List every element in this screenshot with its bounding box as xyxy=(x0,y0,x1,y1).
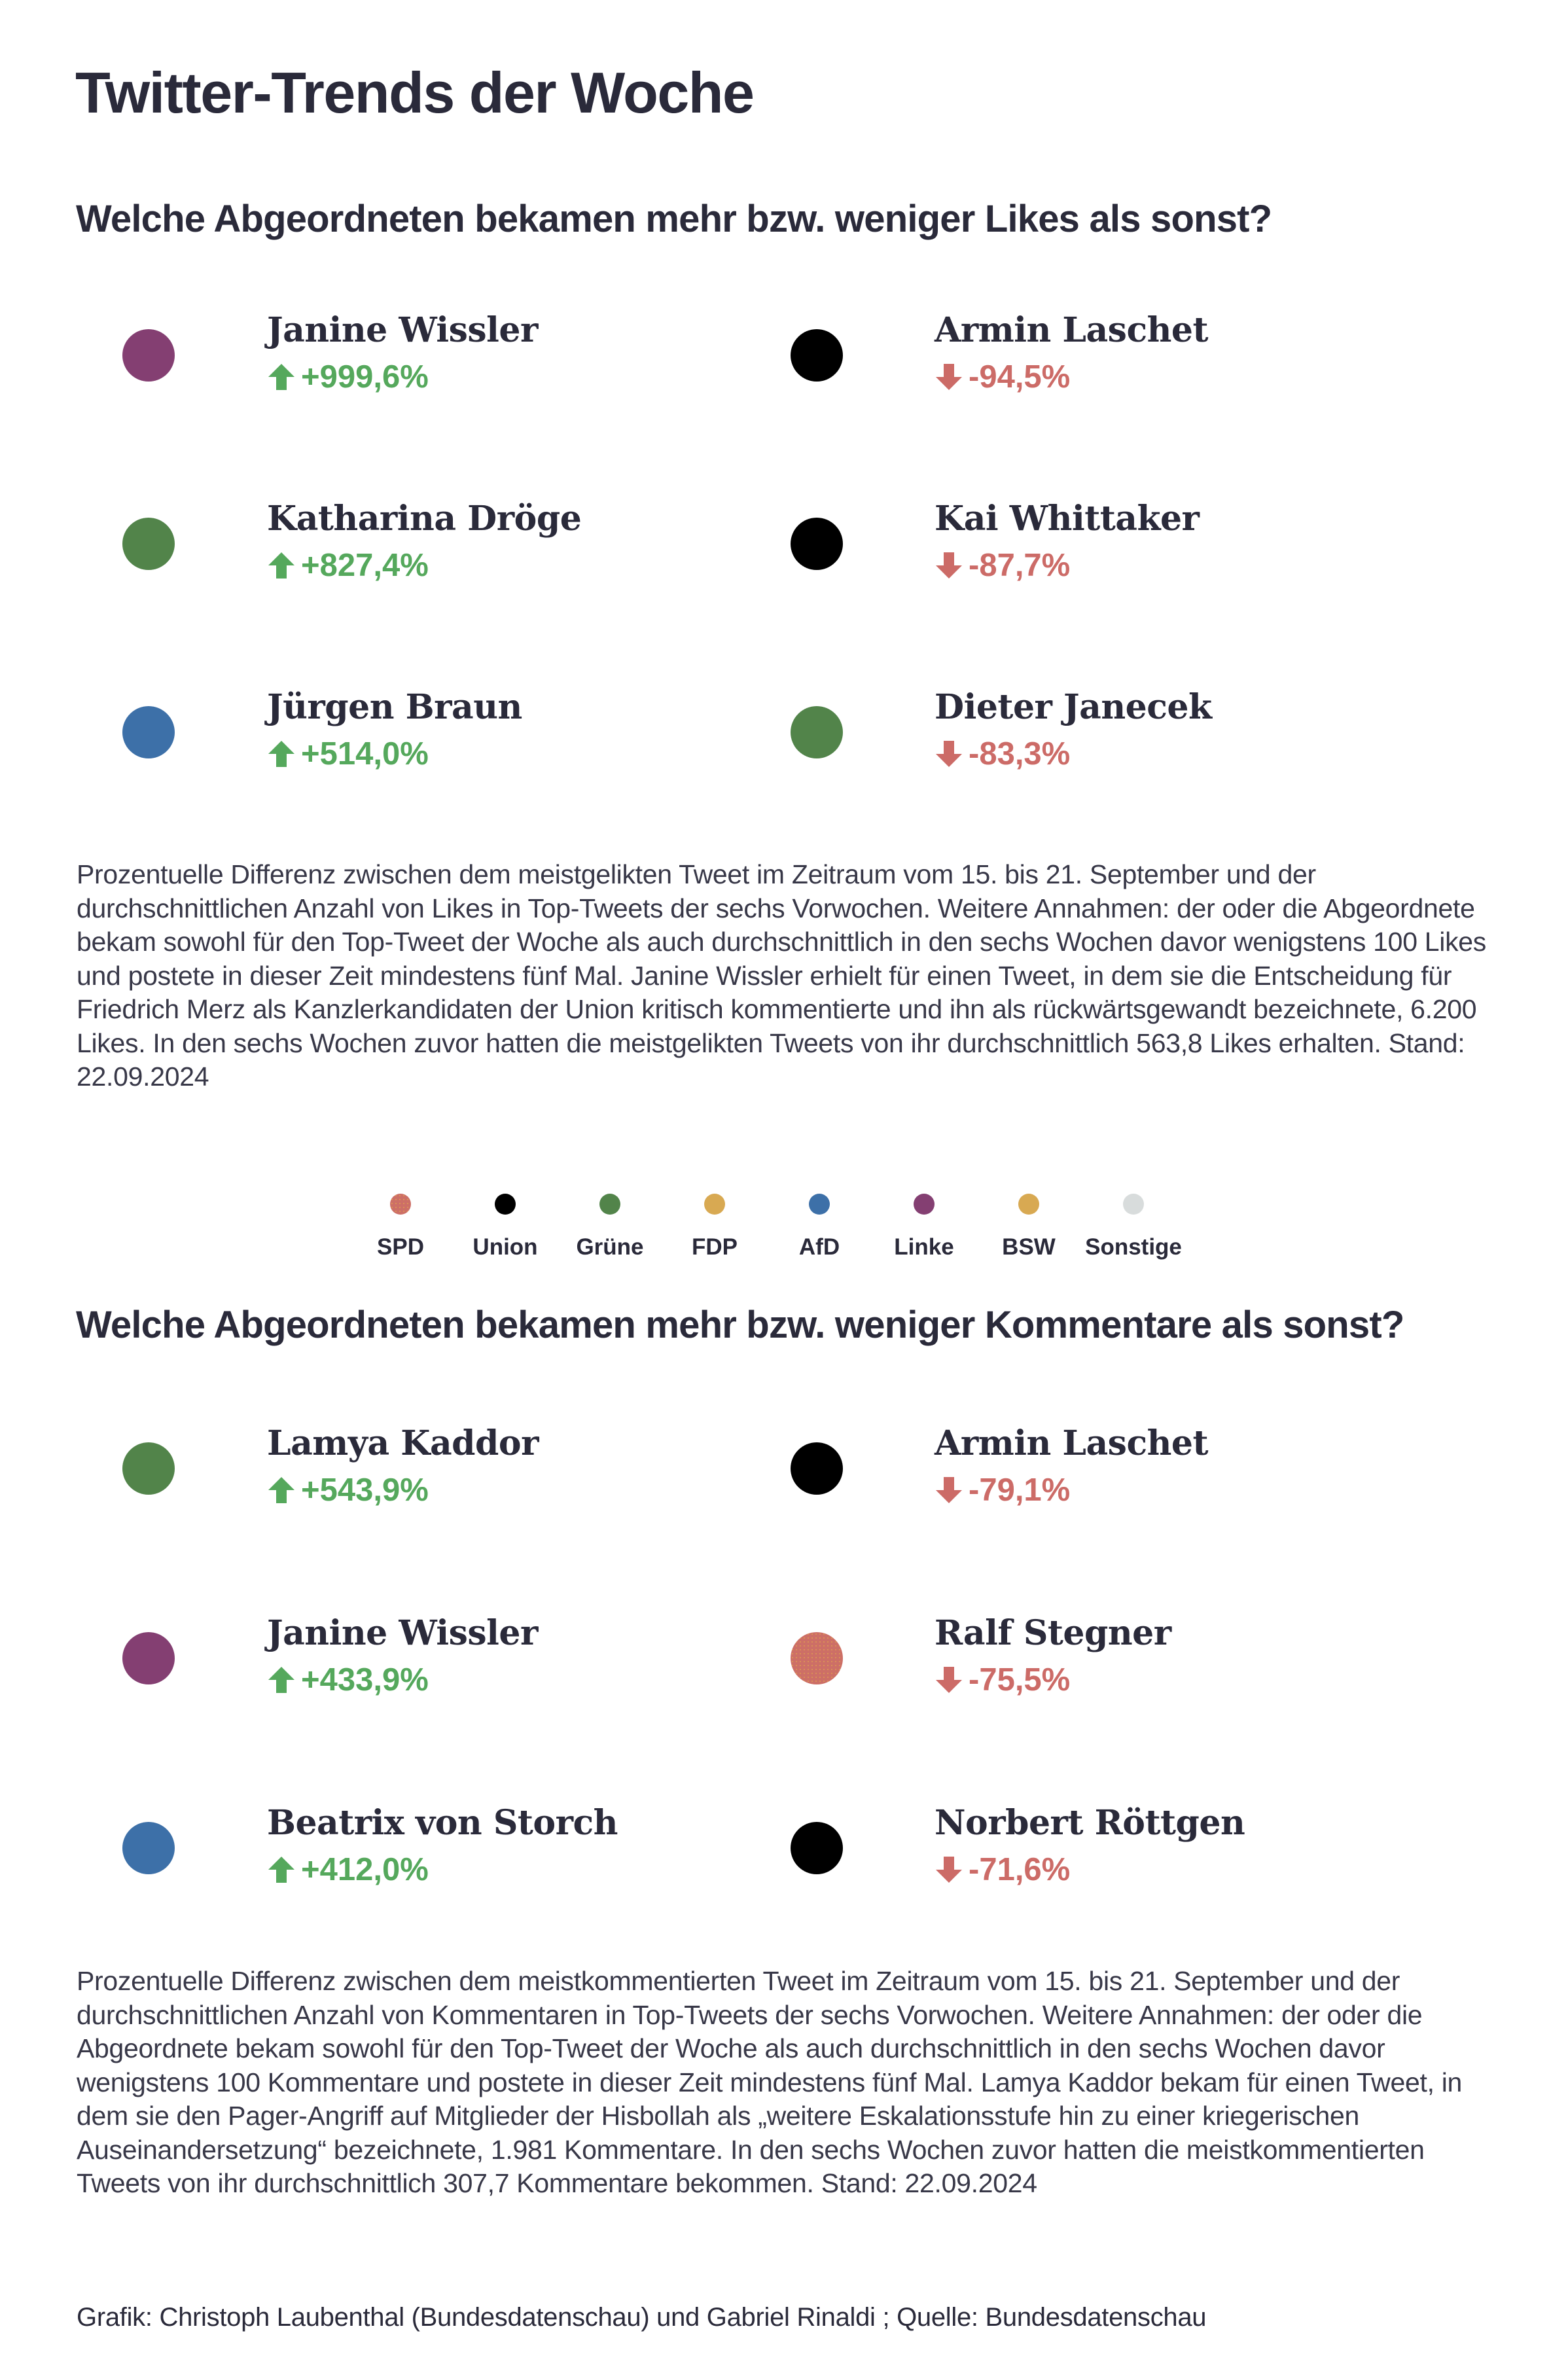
change-value: -87,7% xyxy=(935,547,1070,584)
politician-name: Ralf Stegner xyxy=(935,1613,1171,1653)
politician-name: Katharina Dröge xyxy=(267,499,582,539)
likes-methodology-note: Prozentuelle Differenz zwischen dem meistgelikten Tweet im Zeitraum vom 15. bis 21. September und der durchschnittlichen Anzahl von Likes in Top-Tweets der sechs Vorwochen. Weitere Annahmen: der oder die Abgeordnete bekam sowohl für den Top-Tweet der Woche als auch durchschnittlich in den sechs Wochen davor wenigstens 100 Likes und postete in dieser Zeit mindestens fünf Mal. Janine Wissler erhielt für einen Tweet, in dem sie die Entscheidung für Friedrich Merz als Kanzlerkandidaten der Union kritisch kommentierte und ihn als rückwärtsgewandt bezeichnete, 6.200 Likes. In den sechs Wochen zuvor hatten die meistgelikten Tweets von ihr durchschnittlich 563,8 Likes erhalten. Stand: 22.09.2024 xyxy=(77,859,1486,1092)
legend-dot xyxy=(704,1194,725,1215)
politician-name: Dieter Janecek xyxy=(935,687,1212,727)
party-dot xyxy=(122,1442,175,1495)
legend-dot xyxy=(1018,1194,1039,1215)
comments-card-down-2 xyxy=(791,1803,1380,1914)
likes-card-down-1 xyxy=(791,499,1380,609)
legend-item-bsw: BSW xyxy=(976,1194,1081,1260)
arrow-down-icon xyxy=(935,1855,963,1884)
legend-dot xyxy=(809,1194,830,1215)
change-value: -94,5% xyxy=(935,359,1070,395)
change-value: +433,9% xyxy=(267,1662,429,1698)
arrow-down-icon xyxy=(935,551,963,580)
politician-name: Beatrix von Storch xyxy=(267,1803,618,1843)
legend-item-spd: SPD xyxy=(348,1194,453,1260)
legend-dot xyxy=(1123,1194,1144,1215)
change-value: -83,3% xyxy=(935,736,1070,772)
politician-name: Jürgen Braun xyxy=(267,687,522,727)
comments-card-down-0 xyxy=(791,1423,1380,1534)
comments-card-up-1 xyxy=(122,1613,711,1724)
legend-item-union: Union xyxy=(453,1194,558,1260)
politician-name: Armin Laschet xyxy=(935,310,1209,350)
legend-item-sonstige: Sonstige xyxy=(1081,1194,1186,1260)
likes-card-up-0 xyxy=(122,310,711,421)
change-value: +999,6% xyxy=(267,359,429,395)
comments-heading: Welche Abgeordneten bekamen mehr bzw. weniger Kommentare als sonst? xyxy=(76,1304,1404,1346)
change-value: -75,5% xyxy=(935,1662,1070,1698)
party-dot xyxy=(791,329,843,382)
page-title: Twitter-Trends der Woche xyxy=(75,60,754,125)
legend-item-fdp: FDP xyxy=(662,1194,767,1260)
change-value: +543,9% xyxy=(267,1472,429,1508)
party-dot xyxy=(791,1442,843,1495)
party-dot xyxy=(122,1632,175,1684)
party-dot xyxy=(791,518,843,570)
politician-name: Kai Whittaker xyxy=(935,499,1200,539)
legend-dot xyxy=(914,1194,935,1215)
legend-item-afd: AfD xyxy=(767,1194,872,1260)
source-credit: Grafik: Christoph Laubenthal (Bundesdatenschau) und Gabriel Rinaldi ; Quelle: Bundesdatenschau xyxy=(77,2303,1207,2332)
arrow-down-icon xyxy=(935,1665,963,1694)
likes-card-up-1 xyxy=(122,499,711,609)
comments-methodology-note: Prozentuelle Differenz zwischen dem meistkommentierten Tweet im Zeitraum vom 15. bis 21. September und der durchschnittlichen Anzahl von Kommentaren in Top-Tweets der sechs Vorwochen. Weitere Annahmen: der oder die Abgeordnete bekam sowohl für den Top-Tweet der Woche als auch durchschnittlich in den sechs Wochen davor wenigstens 100 Kommentare und postete in dieser Zeit mindestens fünf Mal. Lamya Kaddor bekam für einen Tweet, in dem sie den Pager-Angriff auf Mitglieder der Hisbollah als „weitere Eskalationsstufe hin zu einer kriegerischen Auseinandersetzung“ bezeichnete, 1.981 Kommentare. In den sechs Wochen zuvor hatten die meistkommentierten Tweets von ihr durchschnittlich 307,7 Kommentare bekommen. Stand: 22.09.2024 xyxy=(77,1966,1463,2198)
likes-card-down-2 xyxy=(791,687,1380,798)
legend-dot xyxy=(495,1194,516,1215)
party-dot xyxy=(791,706,843,758)
party-dot xyxy=(791,1632,843,1684)
likes-card-down-0 xyxy=(791,310,1380,421)
legend-dot xyxy=(599,1194,620,1215)
arrow-down-icon xyxy=(935,1476,963,1505)
party-dot xyxy=(122,706,175,758)
arrow-down-icon xyxy=(935,739,963,768)
party-dot xyxy=(122,1822,175,1874)
change-value: -79,1% xyxy=(935,1472,1070,1508)
legend-dot xyxy=(390,1194,411,1215)
party-dot xyxy=(122,329,175,382)
change-value: +412,0% xyxy=(267,1851,429,1888)
arrow-up-icon xyxy=(267,551,296,580)
arrow-up-icon xyxy=(267,1476,296,1505)
likes-heading: Welche Abgeordneten bekamen mehr bzw. weniger Likes als sonst? xyxy=(76,198,1272,240)
party-dot xyxy=(791,1822,843,1874)
politician-name: Norbert Röttgen xyxy=(935,1803,1245,1843)
change-value: +827,4% xyxy=(267,547,429,584)
arrow-down-icon xyxy=(935,363,963,391)
comments-card-down-1 xyxy=(791,1613,1380,1724)
legend-item-linke: Linke xyxy=(872,1194,976,1260)
legend-item-gruene: Grüne xyxy=(558,1194,662,1260)
comments-card-up-0 xyxy=(122,1423,711,1534)
arrow-up-icon xyxy=(267,1855,296,1884)
comments-card-up-2 xyxy=(122,1803,711,1914)
politician-name: Armin Laschet xyxy=(935,1423,1209,1463)
arrow-up-icon xyxy=(267,1665,296,1694)
politician-name: Janine Wissler xyxy=(267,310,538,350)
arrow-up-icon xyxy=(267,363,296,391)
likes-card-up-2 xyxy=(122,687,711,798)
arrow-up-icon xyxy=(267,739,296,768)
party-dot xyxy=(122,518,175,570)
change-value: +514,0% xyxy=(267,736,429,772)
politician-name: Janine Wissler xyxy=(267,1613,538,1653)
politician-name: Lamya Kaddor xyxy=(267,1423,539,1463)
change-value: -71,6% xyxy=(935,1851,1070,1888)
